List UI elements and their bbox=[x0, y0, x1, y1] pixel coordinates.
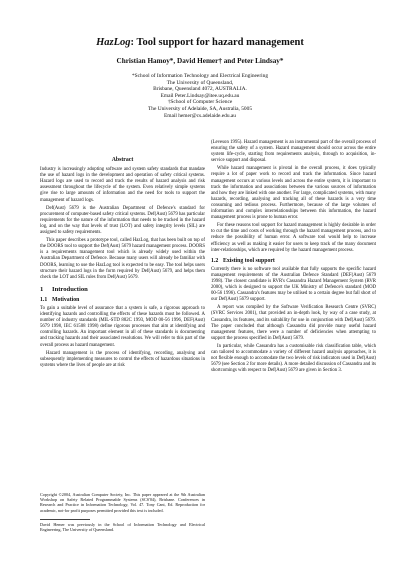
abstract-paragraph: This paper describes a prototype tool, called HazLog, that has been built on top of the DOORS tool to support the Def(Aust) 5679 hazard management process. DOORS is a requirements management tool which is already widely used within the Australian Department of Defence. Because many users will already be familiar with DOORS, learning to use the HazLog tool is expected to be easy. The tool helps users structure their hazard logs in the form required by Def(Aust) 5679, and helps them check the LOT and SIL rules from Def(Aust) 5679. bbox=[40, 238, 205, 280]
paper-title bbox=[0, 37, 400, 48]
body-paragraph: For these reasons tool support for hazard management is highly desirable in order to cut the time and costs of working through the hazard management process, and to reduce the possibility of human error. A software tool would help to increase efficiency as well as making it easier for users to keep track of the many document inter-relationships, which are required by the hazard management process. bbox=[211, 223, 376, 253]
right-column bbox=[211, 140, 376, 376]
affiliation-line: Brisbane, Queensland 4072, AUSTRALIA. bbox=[153, 86, 247, 93]
affiliation-line: †School of Computer Science bbox=[167, 99, 233, 106]
title-tool-name: HazLog bbox=[96, 37, 131, 48]
affiliation-line: The University of Queensland, bbox=[166, 79, 234, 86]
subsection-number: 1.2 bbox=[211, 257, 219, 264]
author-list: Christian Hamoy*, David Hemer† and Peter Lindsay* bbox=[116, 57, 284, 65]
section-number: 1 bbox=[40, 285, 44, 293]
affiliations bbox=[0, 73, 400, 119]
subsection-title: Existing tool support bbox=[223, 257, 275, 264]
body-paragraph: Hazard management is the process of identifying, recording, analysing and subsequently implementing measures to control the effects of hazardous situations in systems where the lives of people are at risk bbox=[40, 350, 205, 368]
body-paragraph: (Leveson 1995). Hazard management is an instrumental part of the overall process of ensuring the safety of a system. Hazard management should occur across the entire system life-cycle, starting from requirements analysis, through to acquisition, in-service support and disposal. bbox=[211, 140, 376, 164]
footnote-text: Copyright ©2004, Australian Computer Society, Inc. This paper appeared at the 9th Australian Workshop on Safety Related Programmable Systems (SCS'04), Brisbane. Conferences in Research and Practice in Information Technology, Vol. 47. Tony Cant, Ed. Reproduction for academic, not-for profit purposes permitted provided this text is included. bbox=[40, 492, 205, 513]
footnote-author bbox=[40, 519, 205, 532]
body-paragraph: In particular, while Cassandra has a customisable risk classification table, which can tailored to accommodate a variety of different hazard analysis approaches, it is not flexible enough to accomodate the two levels of risk indicators used in Def(Aust) 5679 (see Section 2 for more details). A more detailed discussion of Cassandra and its shortcomings with respect to Def(Aust) 5679 are given in Section 3. bbox=[211, 343, 376, 374]
subsection-heading-motivation bbox=[40, 297, 205, 303]
footnote-rule bbox=[40, 519, 90, 520]
affiliation-line: The University of Adelaide, SA, Australia, 5005 bbox=[147, 105, 253, 112]
footnote-text: David Hemer was previously in the School of Information Technology and Electrical Engineering, The University of Queensland. bbox=[40, 522, 205, 533]
body-paragraph: Currently there is no software tool available that fully supports the specific hazard management requirements of the Australian Defence Standard (DEF(Aust) 5679 1998). The closest candidate is RVR's Cassandra Hazard Management System (RVR 2000), which is designed to support the UK Ministry of Defence's standard (MOD 00-56 1996). Cassandra's features may be utilised to a certain degree but fall short of our Def(Aust) 5679 support. bbox=[211, 266, 376, 303]
subsection-heading-existing-tool-support bbox=[211, 258, 376, 264]
subsection-title: Motivation bbox=[52, 296, 80, 303]
abstract-paragraph: Def(Aust) 5679 is the Australian Department of Defence's standard for procurement of computer-based safety critical systems. Def(Aust) 5679 has particular requirements for the nature of the information that needs to be tracked in the hazard log, and on the way that levels of trust (LOT) and safety integrity levels (SIL) are assigned to safety requirements. bbox=[40, 205, 205, 236]
section-title: Introduction bbox=[52, 285, 88, 293]
section-heading-introduction bbox=[40, 287, 205, 293]
left-column bbox=[40, 157, 205, 371]
body-paragraph: To gain a suitable level of assurance that a system is safe, a rigorous approach to identifying hazards and controlling the effects of these hazards must be followed. A number of industry standards (MIL-STD 882C 1993, MOD 00-56 1996, DEF(Aust) 5679 1998, IEC 61508 1998) define rigorous processes that aim at identifying and controlling hazards. An important element in all of these standards is documenting and tracking hazards and their associated resolutions. We will refer to this part of the overall process as hazard management. bbox=[40, 305, 205, 348]
body-paragraph: A report was compiled by the Software Verification Research Centre (SVRC) (SVRC Services 2001), that provided an in-depth look, by way of a case study, at Cassandra, its features, and its suitability for use in conjunction with Def(Aust) 5679. The paper concluded that although Cassandra did provide many useful hazard management features, there were a number of deficiencies when attempting to support the process specified in Def(Aust) 5679. bbox=[211, 305, 376, 341]
abstract-heading: Abstract bbox=[111, 157, 134, 163]
affiliation-line: Email Peter.Lindsay@itee.uq.edu.au bbox=[160, 92, 240, 99]
subsection-number: 1.1 bbox=[40, 296, 48, 303]
abstract-paragraph: Industry is increasingly adopting software and system safety standards that mandate the use of hazard logs in the development and operation of safety critical systems. Hazard logs are used to record and track the results of hazard analysis and risk assessment throughout the lifecycle of the system. Even relatively simple systems give rise to large amounts of information and the need for tools to support the management of hazard logs. bbox=[40, 167, 205, 203]
affiliation-line: *School of Information Technology and Electrical Engineering bbox=[131, 73, 269, 79]
affiliation-line: Email hemer@cs.adelaide.edu.au bbox=[163, 112, 236, 119]
title-rest: : Tool support for hazard management bbox=[130, 37, 304, 48]
body-paragraph: While hazard management is pivotal in the overall process, it does typically require a lot of paper work to record and track the information. Since hazard management occurs at various levels and across the entire system, it is important to track the information and associations between the various sources of information and how they are linked with one another. For large, complicated systems, with many hazards, recording, analysing and tracking all of these hazards is a very time consuming and tedious process. Furthermore, because of the large volumes of information and complex interrelationships between this information, the hazard management process is prone to human error. bbox=[211, 166, 376, 221]
footnote-copyright bbox=[40, 492, 205, 513]
